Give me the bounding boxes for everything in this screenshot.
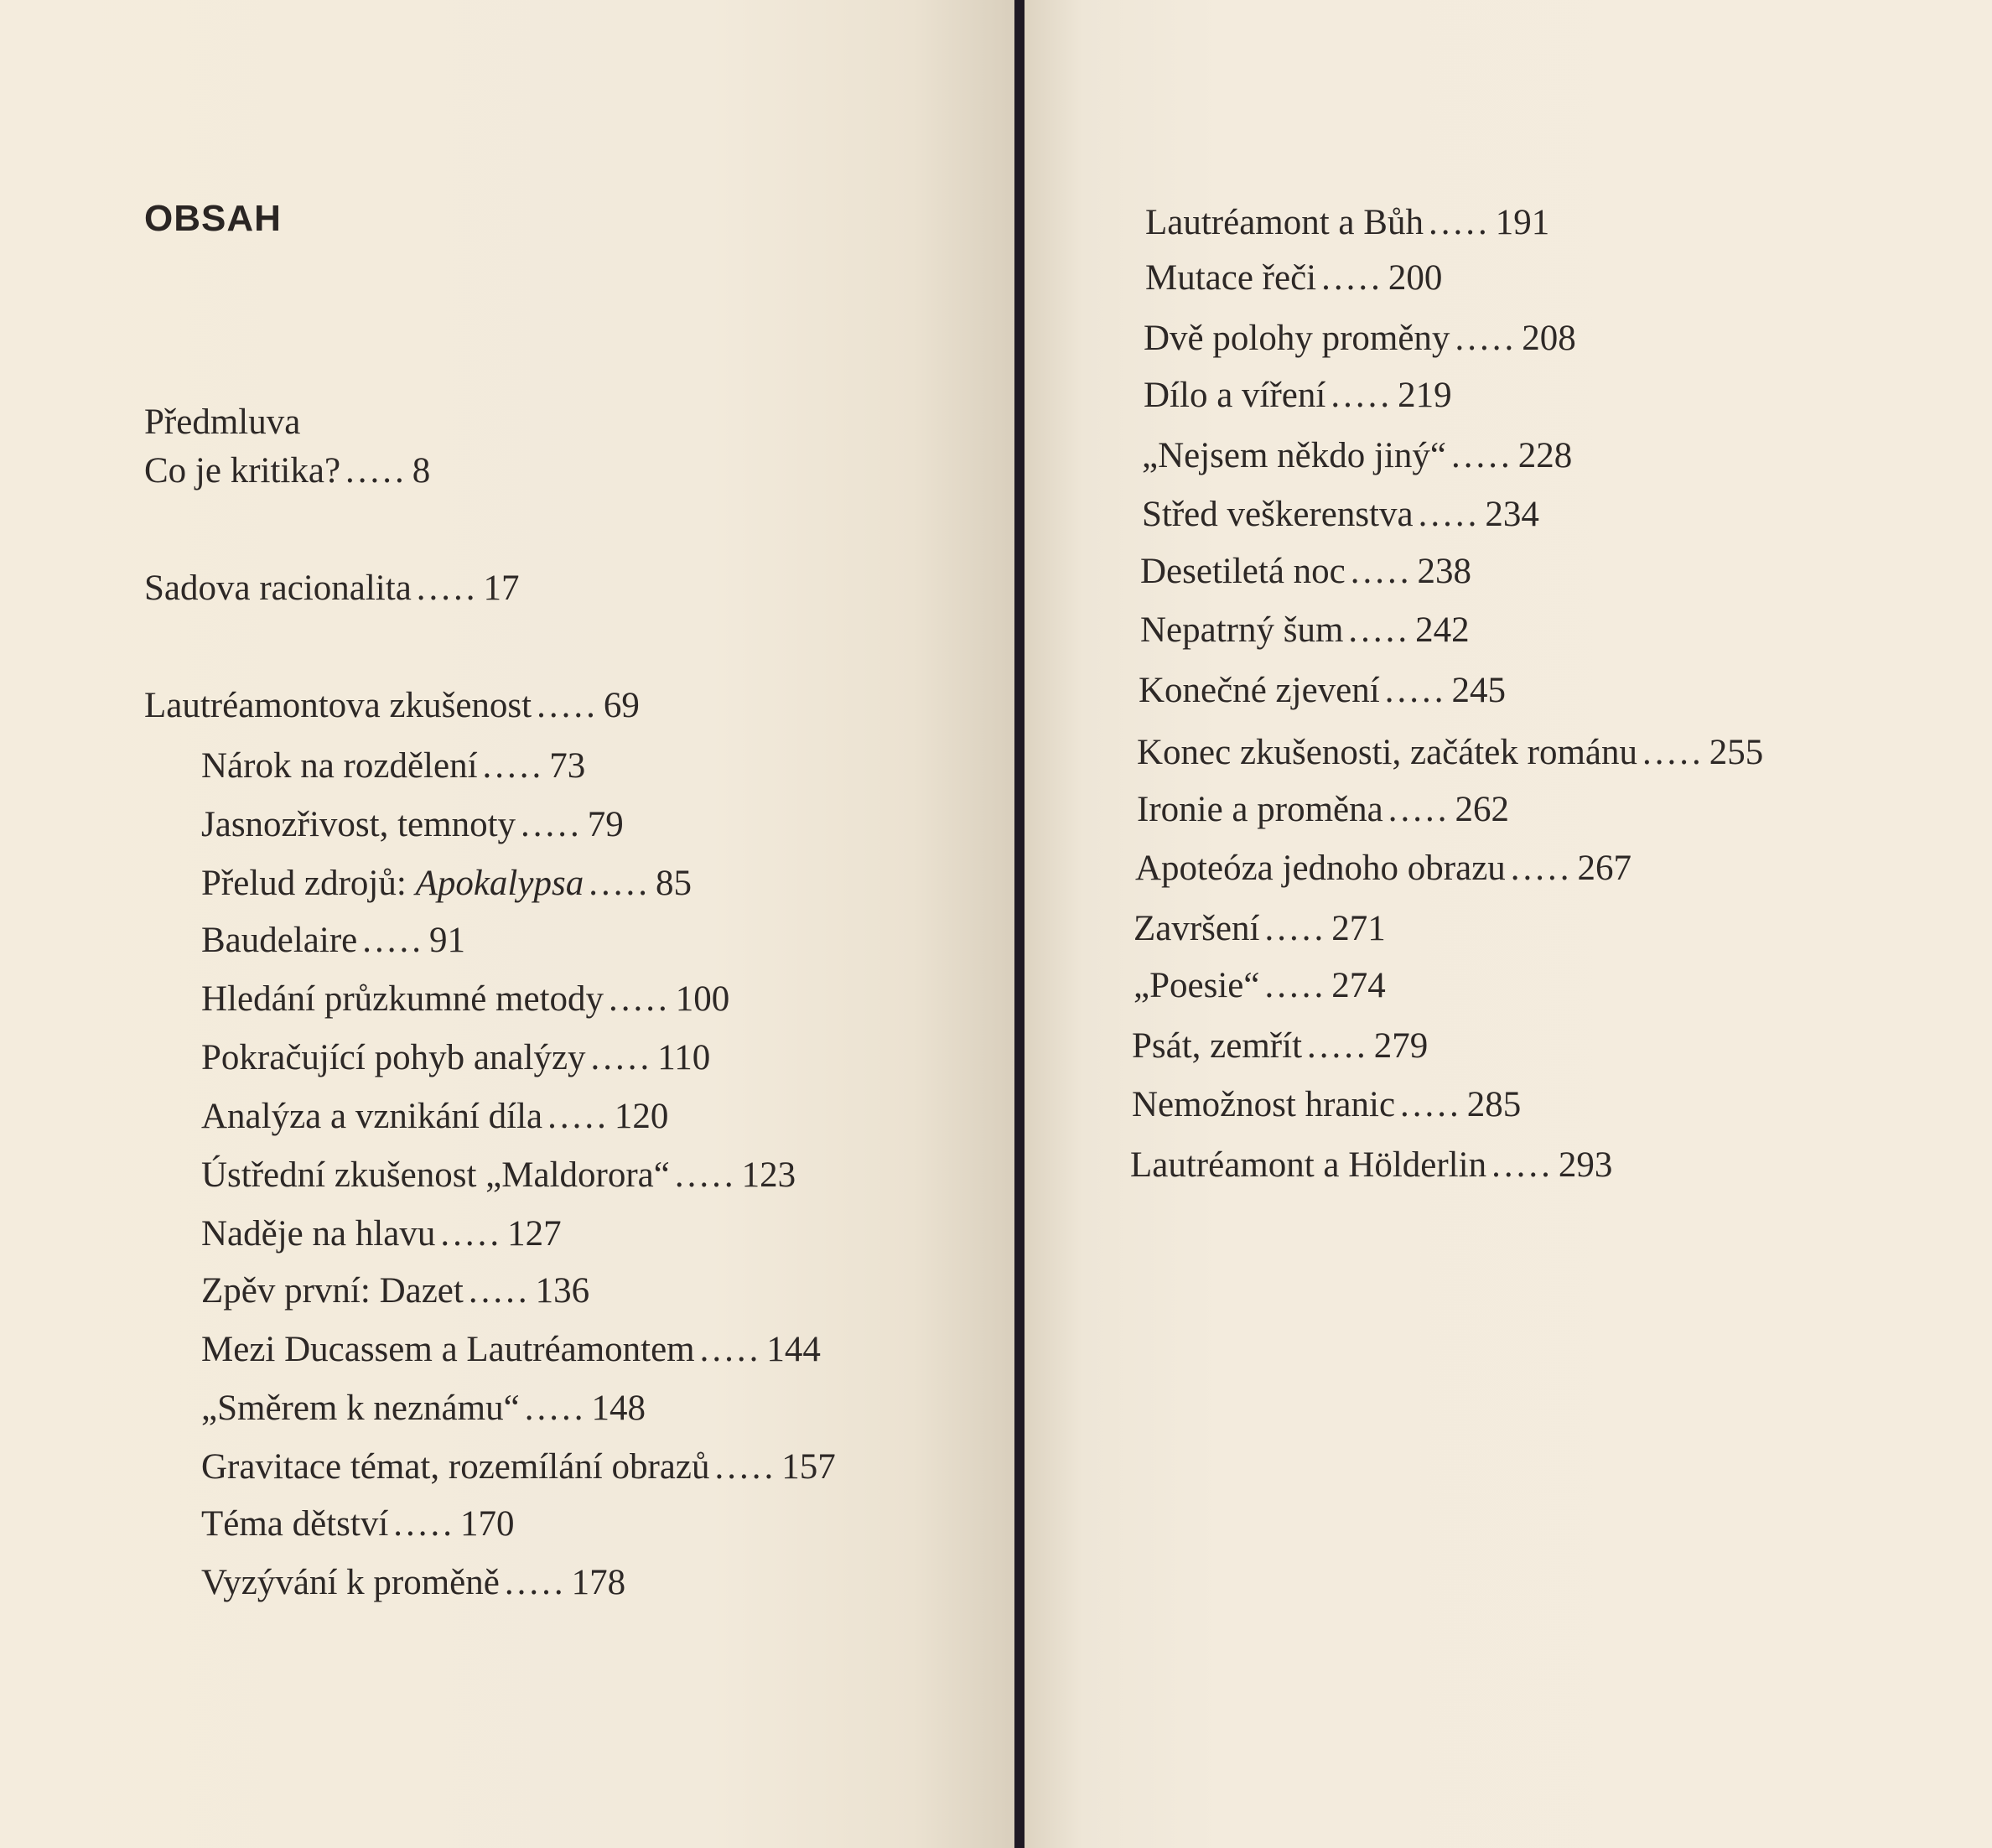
toc-entry-leader-dots: ..... [345, 451, 407, 491]
toc-entry [201, 978, 729, 1021]
toc-entry-leader-dots: ..... [521, 805, 583, 844]
toc-entry-title: Co je kritika? [144, 451, 341, 491]
toc-entry-title: Předmluva [144, 402, 301, 442]
toc-entry-title: Ironie a proměna [1137, 790, 1383, 829]
toc-entry-page-number: 200 [1388, 258, 1443, 298]
toc-entry-page-number: 242 [1415, 610, 1470, 650]
toc-entry-leader-dots: ..... [1418, 495, 1481, 534]
toc-entry-leader-dots: ..... [1321, 258, 1383, 298]
toc-entry [1137, 788, 1509, 832]
toc-entry-title: „Nejsem někdo jiný“ [1142, 436, 1447, 475]
toc-entry [144, 449, 430, 493]
toc-entry-page-number: 79 [587, 805, 624, 844]
toc-entry-page-number: 123 [741, 1155, 796, 1195]
contents-heading: OBSAH [144, 198, 282, 239]
toc-entry [201, 1561, 625, 1605]
toc-entry-page-number: 85 [655, 864, 692, 903]
toc-entry [1144, 374, 1452, 418]
toc-entry [1145, 257, 1442, 300]
toc-entry-leader-dots: ..... [1331, 376, 1393, 415]
toc-entry-page-number: 73 [549, 746, 586, 786]
toc-entry-leader-dots: ..... [504, 1563, 567, 1602]
toc-entry [201, 803, 624, 847]
toc-entry-page-number: 267 [1577, 849, 1632, 888]
toc-entry-page-number: 69 [603, 686, 640, 725]
toc-entry-page-number: 274 [1331, 966, 1386, 1005]
toc-entry-title: Baudelaire [201, 921, 358, 960]
toc-entry-title: Desetiletá noc [1140, 552, 1346, 591]
toc-entry-leader-dots: ..... [1264, 966, 1327, 1005]
toc-entry-leader-dots: ..... [589, 864, 651, 903]
toc-entry-page-number: 238 [1417, 552, 1472, 591]
toc-entry-title: Pokračující pohyb analýzy [201, 1038, 586, 1077]
toc-entry [1140, 609, 1470, 652]
toc-entry-leader-dots: ..... [1264, 909, 1327, 948]
toc-entry-leader-dots: ..... [1350, 552, 1413, 591]
toc-entry-leader-dots: ..... [1307, 1026, 1369, 1066]
toc-entry [1142, 493, 1539, 537]
toc-entry [1133, 907, 1386, 951]
toc-entry-page-number: 157 [781, 1447, 836, 1487]
toc-entry-leader-dots: ..... [1455, 319, 1517, 358]
toc-entry-title: Vyzývání k proměně [201, 1563, 500, 1602]
toc-entry-leader-dots: ..... [1400, 1085, 1462, 1124]
toc-entry [1145, 201, 1549, 245]
toc-entry-title: Analýza a vznikání díla [201, 1097, 543, 1136]
toc-entry-page-number: 100 [675, 979, 730, 1019]
toc-entry-leader-dots: ..... [1510, 849, 1573, 888]
toc-entry-page-number: 120 [614, 1097, 669, 1136]
toc-entry [1132, 1083, 1521, 1127]
toc-entry-title: Apoteóza jednoho obrazu [1135, 849, 1506, 888]
toc-entry [201, 1269, 589, 1313]
toc-entry [1142, 434, 1572, 478]
toc-entry [1130, 1144, 1612, 1187]
toc-entry-leader-dots: ..... [537, 686, 599, 725]
toc-entry [144, 684, 640, 728]
toc-entry-leader-dots: ..... [714, 1447, 777, 1487]
toc-entry-title: Nárok na rozdělení [201, 746, 478, 786]
toc-entry [1139, 669, 1506, 713]
toc-entry-title: Mutace řeči [1145, 258, 1317, 298]
toc-entry-page-number: 178 [571, 1563, 626, 1602]
toc-entry-page-number: 148 [591, 1389, 646, 1428]
toc-entry-title: Konečné zjevení [1139, 671, 1380, 710]
toc-entry-title: Jasnozřivost, temnoty [201, 805, 516, 844]
toc-entry-leader-dots: ..... [547, 1097, 610, 1136]
toc-entry-page-number: 279 [1373, 1026, 1429, 1066]
toc-entry-page-number: 8 [412, 451, 431, 491]
toc-entry-page-number: 110 [657, 1038, 711, 1077]
toc-entry-page-number: 219 [1398, 376, 1452, 415]
toc-entry-leader-dots: ..... [590, 1038, 653, 1077]
toc-entry-leader-dots: ..... [1451, 436, 1513, 475]
toc-entry-leader-dots: ..... [1348, 610, 1411, 650]
toc-entry [144, 567, 520, 610]
toc-entry-title: Téma dětství [201, 1504, 389, 1544]
toc-entry [144, 401, 300, 444]
toc-entry-title: Mezi Ducassem a Lautréamontem [201, 1330, 695, 1369]
toc-entry-leader-dots: ..... [1491, 1145, 1554, 1185]
toc-entry [1137, 731, 1763, 775]
toc-entry [201, 1387, 646, 1430]
toc-entry-title: Dvě polohy proměny [1144, 319, 1450, 358]
toc-entry-title: „Směrem k neznámu“ [201, 1389, 520, 1428]
toc-entry-page-number: 17 [483, 568, 520, 608]
toc-entry-title: Zpěv první: Dazet [201, 1271, 464, 1311]
toc-entry-title: Naděje na hlavu [201, 1214, 436, 1254]
toc-entry-title: Nemožnost hranic [1132, 1085, 1396, 1124]
toc-entry-title: Sadova racionalita [144, 568, 412, 608]
toc-entry-title: Lautréamont a Hölderlin [1130, 1145, 1487, 1185]
toc-entry [201, 862, 692, 906]
toc-entry [201, 1328, 821, 1372]
toc-entry [201, 919, 465, 963]
toc-entry-page-number: 255 [1709, 733, 1764, 772]
toc-entry [201, 1095, 668, 1139]
toc-entry [1133, 964, 1386, 1008]
toc-entry-title: Střed veškerenstva [1142, 495, 1414, 534]
toc-entry-page-number: 170 [460, 1504, 515, 1544]
toc-entry [201, 745, 585, 788]
toc-entry-page-number: 136 [535, 1271, 590, 1311]
toc-entry-leader-dots: ..... [1384, 671, 1447, 710]
toc-entry-page-number: 245 [1451, 671, 1506, 710]
toc-entry-page-number: 144 [766, 1330, 821, 1369]
toc-entry-leader-dots: ..... [699, 1330, 762, 1369]
toc-entry-leader-dots: ..... [482, 746, 545, 786]
toc-entry-leader-dots: ..... [393, 1504, 456, 1544]
toc-entry-page-number: 293 [1558, 1145, 1613, 1185]
toc-entry-page-number: 127 [507, 1214, 562, 1254]
toc-entry-title: Konec zkušenosti, začátek románu [1137, 733, 1637, 772]
toc-entry-page-number: 271 [1331, 909, 1386, 948]
toc-entry-leader-dots: ..... [609, 979, 671, 1019]
toc-entry-leader-dots: ..... [440, 1214, 503, 1254]
toc-entry-title: Ústřední zkušenost „Maldorora“ [201, 1155, 670, 1195]
toc-entry [201, 1154, 796, 1197]
toc-entry-title: „Poesie“ [1133, 966, 1260, 1005]
toc-entry-title: Přelud zdrojů: [201, 864, 416, 903]
toc-entry-title: Psát, zemřít [1132, 1026, 1303, 1066]
toc-entry [201, 1212, 562, 1256]
toc-entry-title: Gravitace témat, rozemílání obrazů [201, 1447, 710, 1487]
toc-entry-page-number: 91 [429, 921, 465, 960]
toc-entry-leader-dots: ..... [1642, 733, 1704, 772]
toc-entry-page-number: 285 [1466, 1085, 1522, 1124]
toc-entry-title: Lautréamontova zkušenost [144, 686, 532, 725]
toc-entry-title-italic: Apokalypsa [415, 864, 584, 903]
toc-entry-title: Završení [1133, 909, 1260, 948]
right-page [1025, 0, 1992, 1848]
toc-entry-title: Hledání průzkumné metody [201, 979, 604, 1019]
toc-entry [201, 1503, 515, 1546]
toc-entry-page-number: 208 [1522, 319, 1576, 358]
toc-entry [201, 1446, 836, 1489]
toc-entry-title: Dílo a víření [1144, 376, 1326, 415]
toc-entry-title: Nepatrný šum [1140, 610, 1344, 650]
toc-entry-leader-dots: ..... [1388, 790, 1450, 829]
toc-entry-page-number: 228 [1517, 436, 1573, 475]
toc-entry-leader-dots: ..... [468, 1271, 531, 1311]
toc-entry [201, 1036, 710, 1080]
toc-entry [1135, 847, 1631, 890]
toc-entry-leader-dots: ..... [674, 1155, 737, 1195]
toc-entry-leader-dots: ..... [416, 568, 479, 608]
toc-entry-leader-dots: ..... [1428, 203, 1491, 242]
toc-entry-leader-dots: ..... [524, 1389, 587, 1428]
toc-entry-title: Lautréamont a Bůh [1145, 203, 1424, 242]
toc-entry [1132, 1025, 1428, 1068]
toc-entry-page-number: 234 [1485, 495, 1539, 534]
toc-entry-page-number: 262 [1455, 790, 1509, 829]
toc-entry [1144, 317, 1576, 361]
toc-entry-leader-dots: ..... [362, 921, 424, 960]
toc-entry [1140, 550, 1471, 594]
toc-entry-page-number: 191 [1495, 203, 1550, 242]
